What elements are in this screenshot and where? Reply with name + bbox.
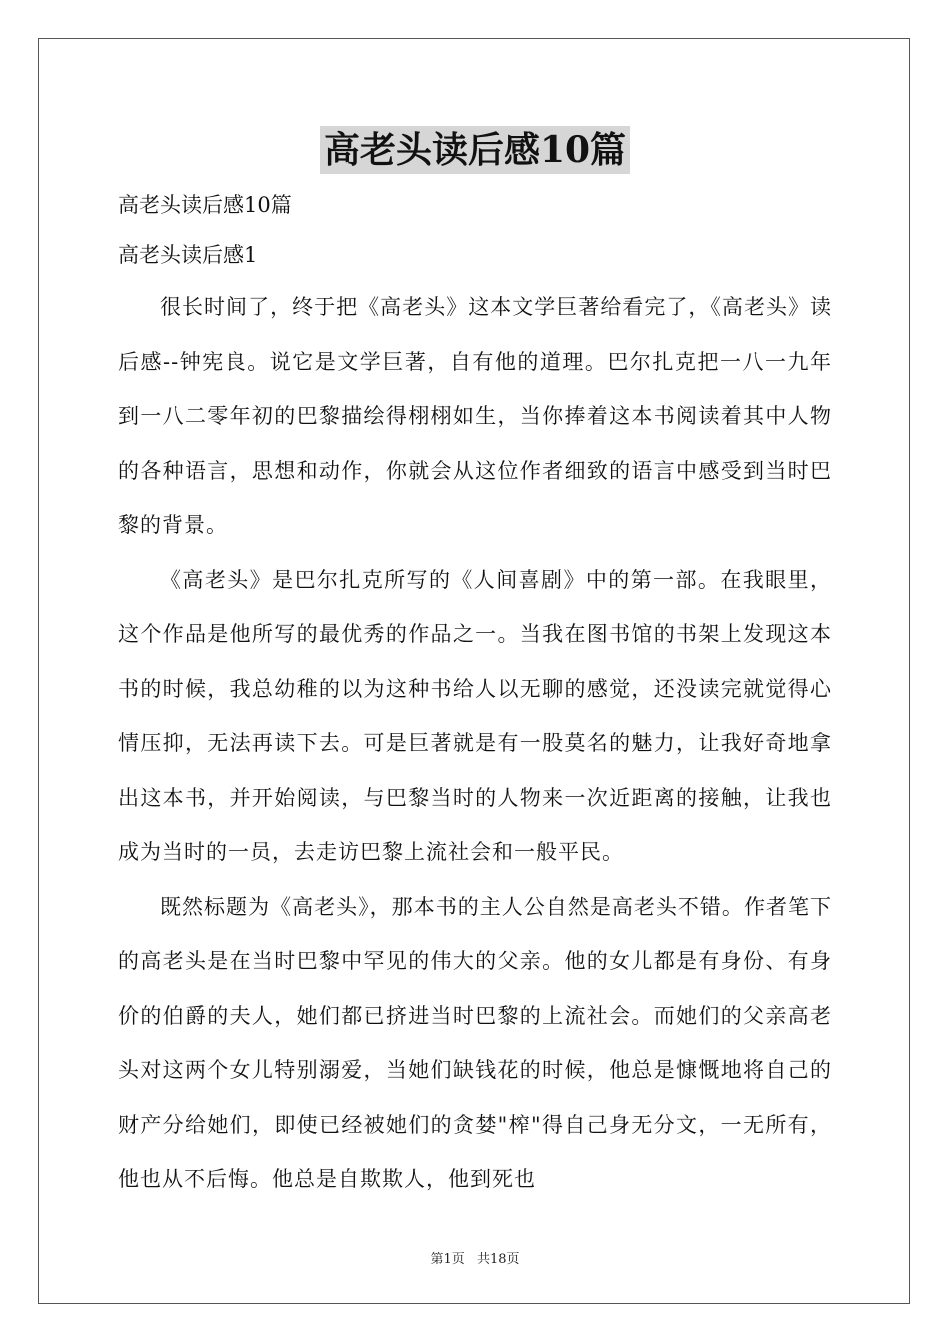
page-total: 共18页 [476, 1252, 520, 1267]
subtitle-line: 高老头读后感10篇 [118, 193, 292, 217]
paragraph-1: 很长时间了，终于把《高老头》这本文学巨著给看完了，《高老头》读后感--钟宪良。说它是文学巨著，自有他的道理。巴尔扎克把一八一九年到一八二零年初的巴黎描绘得栩栩如生，当你捧着这本书阅读着其中人物的各种语言，思想和动作，你就会从这位作者细致的语言中感受到当时巴黎的背景。 [118, 295, 832, 537]
document-title-container [0, 126, 950, 174]
page-number: 第1页 [430, 1252, 465, 1267]
paragraph-2: 《高老头》是巴尔扎克所写的《人间喜剧》中的第一部。在我眼里，这个作品是他所写的最优秀的作品之一。当我在图书馆的书架上发现这本书的时候，我总幼稚的以为这种书给人以无聊的感觉，还没读完就觉得心情压抑，无法再读下去。可是巨著就是有一股莫名的魅力，让我好奇地拿出这本书，并开始阅读，与巴黎当时的人物来一次近距离的接触，让我也成为当时的一员，去走访巴黎上流社会和一般平民。 [118, 567, 832, 864]
section-heading: 高老头读后感1 [118, 243, 258, 267]
page-footer [0, 1248, 950, 1267]
paragraph-3: 既然标题为《高老头》，那本书的主人公自然是高老头不错。作者笔下的高老头是在当时巴黎中罕见的伟大的父亲。他的女儿都是有身份、有身价的伯爵的夫人，她们都已挤进当时巴黎的上流社会。而她们的父亲高老头对这两个女儿特别溺爱，当她们缺钱花的时候，他总是慷慨地将自己的财产分给她们，即使已经被她们的贪婪"榨"得自己身无分文，一无所有，他也从不后悔。他总是自欺欺人，他到死也 [118, 894, 832, 1191]
document-title: 高老头读后感10篇 [320, 126, 630, 174]
document-body [118, 180, 832, 1207]
